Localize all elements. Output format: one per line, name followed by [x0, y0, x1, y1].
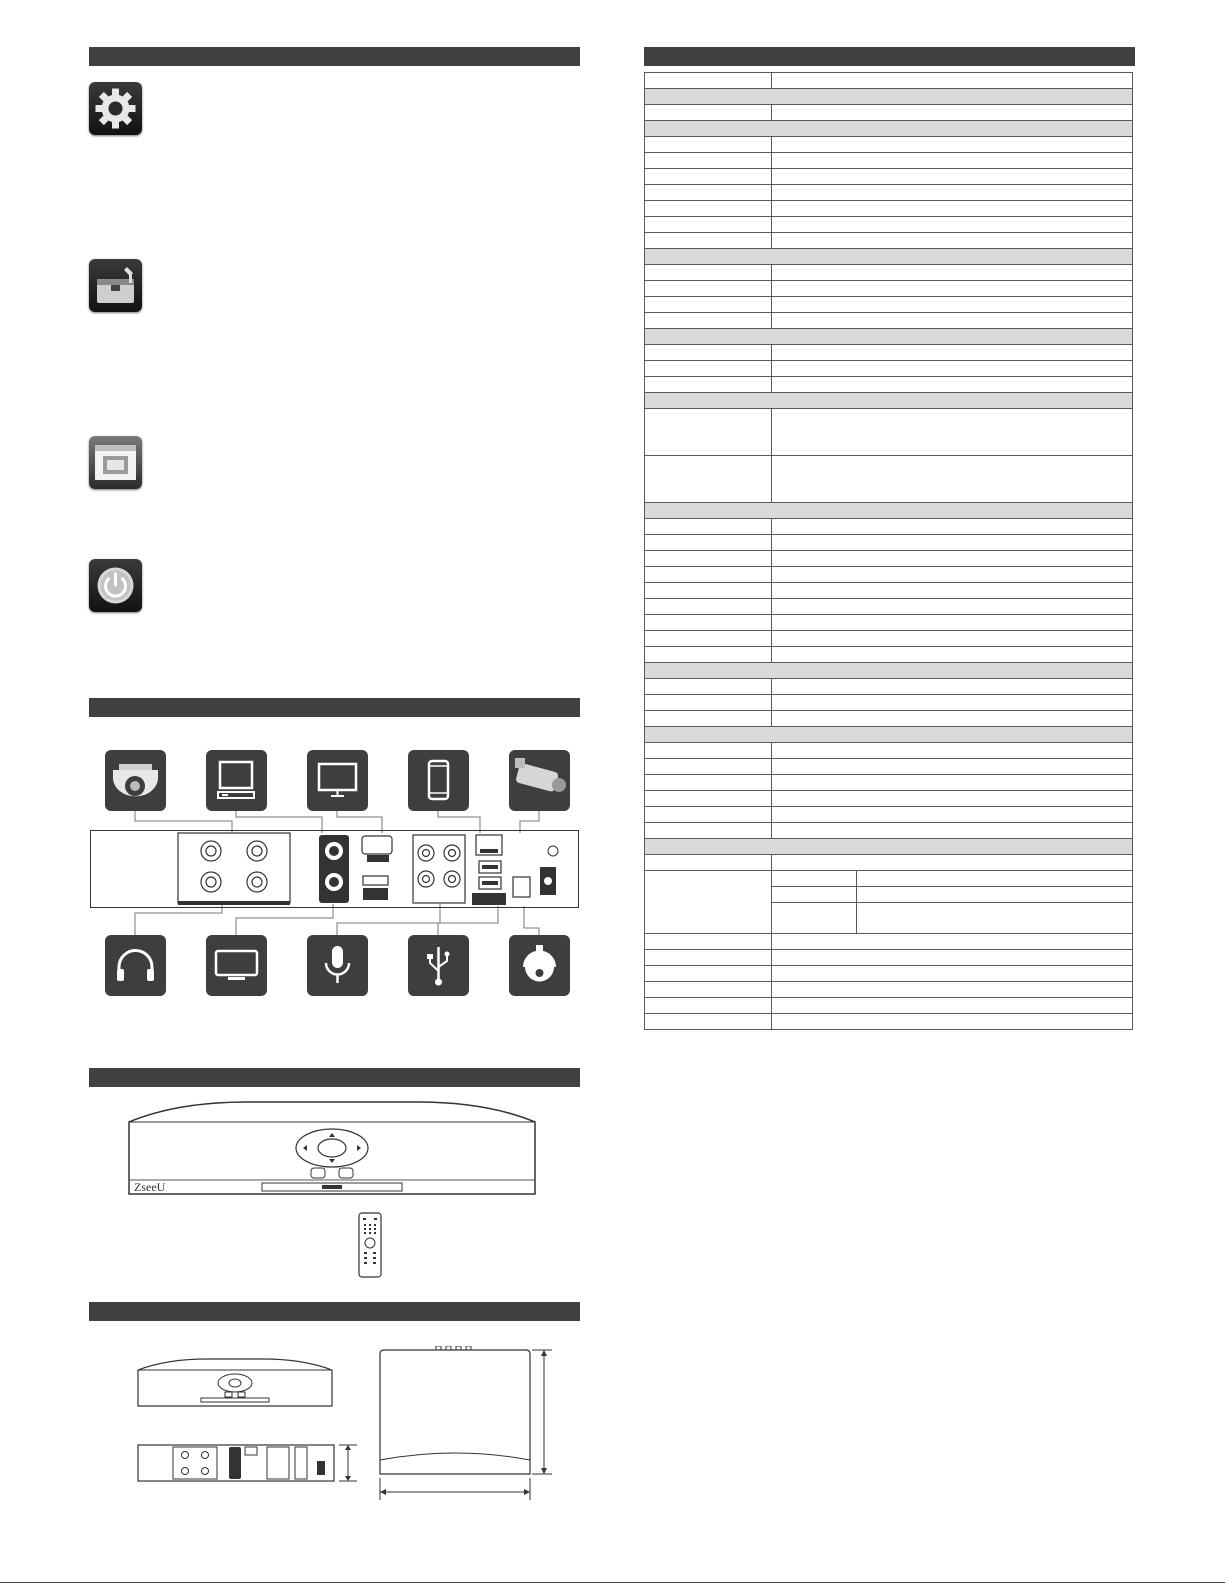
table-section-row — [645, 89, 1133, 105]
ptz-camera-icon — [509, 935, 570, 996]
table-row — [645, 137, 1133, 153]
table-row — [645, 871, 1133, 934]
table-row — [645, 377, 1133, 393]
table-row — [645, 855, 1133, 871]
brand-logo: ZseeU — [134, 1180, 166, 1194]
rear-panel — [90, 830, 579, 908]
table-row — [645, 583, 1133, 599]
table-row — [645, 982, 1133, 998]
table-row — [645, 615, 1133, 631]
table-row — [645, 966, 1133, 982]
table-row — [645, 201, 1133, 217]
section-bar-dimensions — [89, 1302, 580, 1321]
table-section-row — [645, 329, 1133, 345]
section-bar-specifications — [644, 47, 1135, 66]
tv-icon — [206, 935, 267, 996]
table-row — [645, 631, 1133, 647]
dimension-top-view — [376, 1346, 568, 1506]
table-section-row — [645, 121, 1133, 137]
table-row — [645, 185, 1133, 201]
nested-spec-table — [772, 871, 1132, 933]
table-section-row — [645, 393, 1133, 409]
front-panel — [127, 1100, 537, 1198]
table-row — [645, 775, 1133, 791]
dimension-rear-view — [137, 1443, 361, 1483]
table-row — [645, 743, 1133, 759]
table-row — [645, 281, 1133, 297]
table-row — [645, 345, 1133, 361]
table-row — [645, 823, 1133, 839]
table-row — [645, 153, 1133, 169]
table-row — [645, 73, 1133, 89]
table-section-row — [645, 839, 1133, 855]
usb-icon — [408, 935, 469, 996]
bottom-rule — [0, 1582, 1225, 1583]
table-row — [645, 551, 1133, 567]
section-bar-front-panel — [89, 1068, 580, 1087]
table-row — [645, 297, 1133, 313]
table-section-row — [645, 727, 1133, 743]
headphones-icon — [105, 935, 166, 996]
table-row — [645, 759, 1133, 775]
remote-control — [355, 1212, 385, 1278]
table-row — [645, 409, 1133, 456]
table-row — [645, 567, 1133, 583]
table-row — [645, 647, 1133, 663]
table-row — [645, 950, 1133, 966]
table-section-row — [645, 503, 1133, 519]
table-row — [645, 998, 1133, 1014]
table-section-row — [645, 249, 1133, 265]
table-row — [645, 535, 1133, 551]
table-row — [645, 169, 1133, 185]
table-row — [645, 695, 1133, 711]
table-row — [645, 599, 1133, 615]
table-row — [645, 711, 1133, 727]
specifications-table — [644, 72, 1133, 1030]
table-row — [645, 265, 1133, 281]
table-row — [645, 679, 1133, 695]
table-row — [645, 313, 1133, 329]
table-row — [645, 105, 1133, 121]
table-row — [645, 456, 1133, 503]
table-section-row — [645, 663, 1133, 679]
microphone-icon — [307, 935, 368, 996]
table-row — [645, 934, 1133, 950]
table-row — [645, 791, 1133, 807]
table-row — [645, 361, 1133, 377]
table-row — [645, 807, 1133, 823]
dimension-front-view — [137, 1358, 333, 1408]
table-row — [645, 1014, 1133, 1030]
table-row — [645, 233, 1133, 249]
table-row — [645, 519, 1133, 535]
table-row — [645, 217, 1133, 233]
